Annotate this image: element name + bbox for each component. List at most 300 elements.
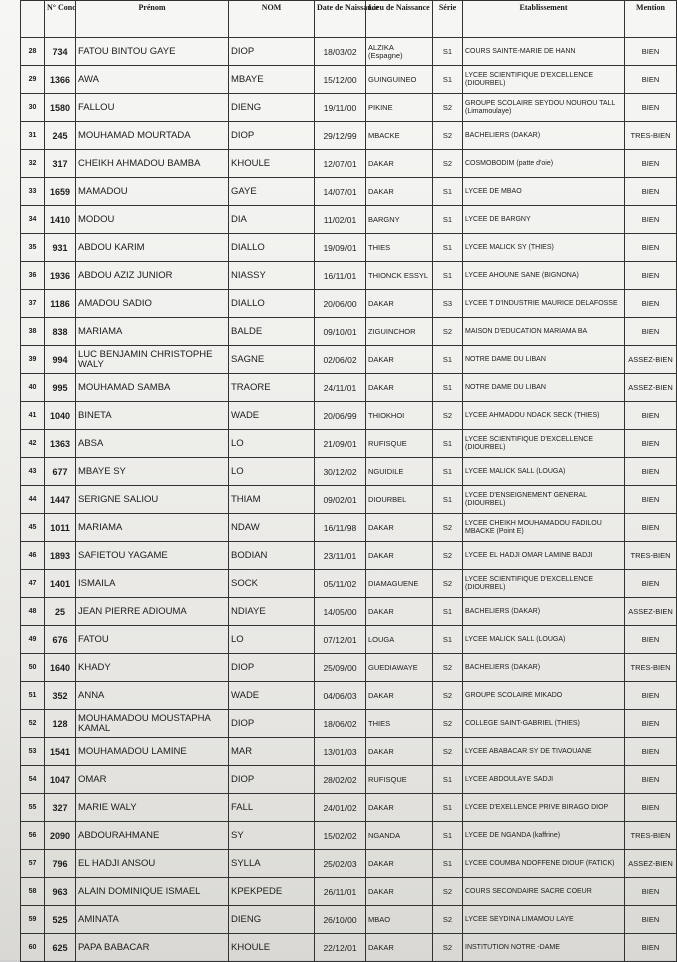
cell-mention: BIEN <box>625 682 677 710</box>
table-row <box>21 934 677 962</box>
cell-serie: S1 <box>433 598 463 626</box>
table-row <box>21 766 677 794</box>
cell-num: 44 <box>21 486 45 514</box>
cell-nom: DIALLO <box>229 290 315 318</box>
cell-conc: 963 <box>45 878 76 906</box>
cell-conc: 995 <box>45 374 76 402</box>
cell-nom: MBAYE <box>229 66 315 94</box>
header-conc: N° Conc <box>45 1 76 38</box>
cell-conc: 1447 <box>45 486 76 514</box>
cell-lieu: GUINGUINEO <box>366 66 433 94</box>
cell-serie: S1 <box>433 822 463 850</box>
cell-conc: 796 <box>45 850 76 878</box>
cell-etablissement: COURS SAINTE-MARIE DE HANN <box>463 38 625 66</box>
table-row <box>21 430 677 458</box>
cell-num: 42 <box>21 430 45 458</box>
cell-date: 28/02/02 <box>315 766 366 794</box>
header-etablissement: Etablissement <box>463 1 625 38</box>
cell-lieu: THIONCK ESSYL <box>366 262 433 290</box>
cell-lieu: RUFISQUE <box>366 430 433 458</box>
cell-num: 41 <box>21 402 45 430</box>
cell-prenom: ABDOU KARIM <box>76 234 229 262</box>
cell-num: 34 <box>21 206 45 234</box>
cell-prenom: MARIAMA <box>76 318 229 346</box>
cell-mention: TRES-BIEN <box>625 122 677 150</box>
cell-num: 31 <box>21 122 45 150</box>
cell-mention: BIEN <box>625 38 677 66</box>
cell-prenom: MOUHAMAD SAMBA <box>76 374 229 402</box>
cell-serie: S2 <box>433 122 463 150</box>
cell-serie: S2 <box>433 542 463 570</box>
cell-nom: LO <box>229 626 315 654</box>
cell-serie: S2 <box>433 514 463 542</box>
cell-nom: THIAM <box>229 486 315 514</box>
table-row <box>21 150 677 178</box>
cell-nom: DIOP <box>229 122 315 150</box>
cell-lieu: THIES <box>366 710 433 738</box>
table-row <box>21 402 677 430</box>
cell-prenom: MARIAMA <box>76 514 229 542</box>
cell-date: 16/11/01 <box>315 262 366 290</box>
table-row <box>21 626 677 654</box>
cell-etablissement: LYCEE DE BARGNY <box>463 206 625 234</box>
cell-mention: BIEN <box>625 290 677 318</box>
table-row <box>21 822 677 850</box>
cell-prenom: ISMAILA <box>76 570 229 598</box>
cell-etablissement: GROUPE SCOLAIRE SEYDOU NOUROU TALL (Limamoulaye) <box>463 94 625 122</box>
cell-prenom: FATOU BINTOU GAYE <box>76 38 229 66</box>
cell-etablissement: COSMOBODIM (patte d'oie) <box>463 150 625 178</box>
cell-lieu: THIOKHOI <box>366 402 433 430</box>
cell-num: 28 <box>21 38 45 66</box>
cell-serie: S3 <box>433 290 463 318</box>
cell-mention: BIEN <box>625 710 677 738</box>
cell-mention: BIEN <box>625 934 677 962</box>
cell-num: 37 <box>21 290 45 318</box>
cell-serie: S2 <box>433 318 463 346</box>
cell-conc: 317 <box>45 150 76 178</box>
cell-date: 18/06/02 <box>315 710 366 738</box>
cell-date: 24/11/01 <box>315 374 366 402</box>
cell-prenom: MARIE WALY <box>76 794 229 822</box>
cell-etablissement: LYCEE AHMADOU NDACK SECK (THIES) <box>463 402 625 430</box>
cell-conc: 245 <box>45 122 76 150</box>
cell-conc: 525 <box>45 906 76 934</box>
cell-prenom: FATOU <box>76 626 229 654</box>
cell-serie: S1 <box>433 458 463 486</box>
cell-prenom: MOUHAMADOU MOUSTAPHA KAMAL <box>76 710 229 738</box>
cell-num: 46 <box>21 542 45 570</box>
cell-prenom: ABDOU AZIZ JUNIOR <box>76 262 229 290</box>
cell-lieu: DAKAR <box>366 738 433 766</box>
cell-mention: BIEN <box>625 878 677 906</box>
cell-nom: DIENG <box>229 906 315 934</box>
cell-lieu: DAKAR <box>366 514 433 542</box>
cell-lieu: NGUIDILE <box>366 458 433 486</box>
cell-serie: S1 <box>433 430 463 458</box>
cell-num: 29 <box>21 66 45 94</box>
cell-prenom: EL HADJI ANSOU <box>76 850 229 878</box>
cell-num: 43 <box>21 458 45 486</box>
cell-serie: S1 <box>433 766 463 794</box>
table-row <box>21 262 677 290</box>
table-row <box>21 794 677 822</box>
cell-prenom: MOUHAMADOU LAMINE <box>76 738 229 766</box>
cell-num: 59 <box>21 906 45 934</box>
cell-mention: BIEN <box>625 906 677 934</box>
cell-serie: S1 <box>433 178 463 206</box>
cell-num: 32 <box>21 150 45 178</box>
cell-date: 02/06/02 <box>315 346 366 374</box>
cell-date: 09/02/01 <box>315 486 366 514</box>
cell-lieu: DAKAR <box>366 682 433 710</box>
cell-num: 52 <box>21 710 45 738</box>
cell-serie: S2 <box>433 654 463 682</box>
cell-lieu: DAKAR <box>366 178 433 206</box>
cell-lieu: DAKAR <box>366 598 433 626</box>
cell-lieu: BARGNY <box>366 206 433 234</box>
cell-mention: BIEN <box>625 766 677 794</box>
cell-nom: BALDE <box>229 318 315 346</box>
cell-prenom: ABSA <box>76 430 229 458</box>
cell-num: 57 <box>21 850 45 878</box>
cell-mention: BIEN <box>625 738 677 766</box>
table-row <box>21 374 677 402</box>
cell-mention: BIEN <box>625 206 677 234</box>
cell-prenom: AMADOU SADIO <box>76 290 229 318</box>
cell-serie: S2 <box>433 710 463 738</box>
cell-lieu: ZIGUINCHOR <box>366 318 433 346</box>
cell-etablissement: LYCEE AHOUNE SANE (BIGNONA) <box>463 262 625 290</box>
cell-lieu: THIES <box>366 234 433 262</box>
cell-nom: TRAORE <box>229 374 315 402</box>
table-row <box>21 682 677 710</box>
table-row <box>21 234 677 262</box>
cell-conc: 1186 <box>45 290 76 318</box>
table-row <box>21 654 677 682</box>
cell-nom: KHOULE <box>229 150 315 178</box>
header-mention: Mention <box>625 1 677 38</box>
table-row <box>21 318 677 346</box>
cell-lieu: DAKAR <box>366 934 433 962</box>
cell-serie: S2 <box>433 934 463 962</box>
cell-serie: S2 <box>433 150 463 178</box>
cell-prenom: MAMADOU <box>76 178 229 206</box>
cell-conc: 1659 <box>45 178 76 206</box>
cell-nom: WADE <box>229 402 315 430</box>
cell-mention: ASSEZ-BIEN <box>625 374 677 402</box>
cell-nom: DIOP <box>229 654 315 682</box>
cell-conc: 1410 <box>45 206 76 234</box>
cell-num: 33 <box>21 178 45 206</box>
cell-num: 40 <box>21 374 45 402</box>
cell-nom: WADE <box>229 682 315 710</box>
cell-prenom: ANNA <box>76 682 229 710</box>
cell-conc: 2090 <box>45 822 76 850</box>
cell-date: 25/09/00 <box>315 654 366 682</box>
cell-prenom: AWA <box>76 66 229 94</box>
cell-num: 60 <box>21 934 45 962</box>
cell-date: 19/09/01 <box>315 234 366 262</box>
cell-nom: BODIAN <box>229 542 315 570</box>
cell-serie: S1 <box>433 794 463 822</box>
cell-date: 22/12/01 <box>315 934 366 962</box>
cell-num: 45 <box>21 514 45 542</box>
cell-num: 50 <box>21 654 45 682</box>
cell-num: 38 <box>21 318 45 346</box>
cell-nom: SY <box>229 822 315 850</box>
table-row <box>21 38 677 66</box>
table-row <box>21 66 677 94</box>
header-date: Date de Naissance <box>315 1 366 38</box>
cell-num: 48 <box>21 598 45 626</box>
cell-lieu: DAKAR <box>366 850 433 878</box>
cell-prenom: MOUHAMAD MOURTADA <box>76 122 229 150</box>
cell-date: 26/10/00 <box>315 906 366 934</box>
cell-etablissement: LYCEE SCIENTIFIQUE D'EXCELLENCE (DIOURBEL) <box>463 570 625 598</box>
cell-nom: SOCK <box>229 570 315 598</box>
header-num <box>21 1 45 38</box>
cell-date: 15/12/00 <box>315 66 366 94</box>
cell-nom: SYLLA <box>229 850 315 878</box>
cell-lieu: DAKAR <box>366 794 433 822</box>
cell-date: 23/11/01 <box>315 542 366 570</box>
table-row <box>21 514 677 542</box>
cell-serie: S1 <box>433 262 463 290</box>
cell-nom: DIA <box>229 206 315 234</box>
cell-date: 18/03/02 <box>315 38 366 66</box>
cell-prenom: AMINATA <box>76 906 229 934</box>
header-row <box>21 1 677 38</box>
cell-lieu: MBAO <box>366 906 433 934</box>
cell-lieu: DIOURBEL <box>366 486 433 514</box>
cell-etablissement: BACHELIERS (DAKAR) <box>463 598 625 626</box>
cell-etablissement: LYCEE SCIENTIFIQUE D'EXCELLENCE (DIOURBEL) <box>463 430 625 458</box>
cell-etablissement: LYCEE D'EXELLENCE PRIVE BIRAGO DIOP <box>463 794 625 822</box>
cell-lieu: DAKAR <box>366 878 433 906</box>
header-prenom: Prénom <box>76 1 229 38</box>
cell-serie: S2 <box>433 682 463 710</box>
cell-nom: DIOP <box>229 38 315 66</box>
results-table <box>20 0 677 962</box>
cell-nom: DIOP <box>229 766 315 794</box>
cell-mention: BIEN <box>625 178 677 206</box>
table-row <box>21 738 677 766</box>
cell-serie: S1 <box>433 38 463 66</box>
cell-nom: NDAW <box>229 514 315 542</box>
header-serie: Série <box>433 1 463 38</box>
cell-nom: LO <box>229 458 315 486</box>
cell-nom: DIENG <box>229 94 315 122</box>
table-row <box>21 94 677 122</box>
cell-conc: 734 <box>45 38 76 66</box>
cell-conc: 676 <box>45 626 76 654</box>
cell-date: 15/02/02 <box>315 822 366 850</box>
cell-etablissement: LYCEE SCIENTIFIQUE D'EXCELLENCE (DIOURBEL) <box>463 66 625 94</box>
cell-conc: 327 <box>45 794 76 822</box>
table-row <box>21 290 677 318</box>
cell-etablissement: LYCEE COUMBA NDOFFENE DIOUF (FATICK) <box>463 850 625 878</box>
table-row <box>21 122 677 150</box>
table-row <box>21 710 677 738</box>
cell-prenom: BINETA <box>76 402 229 430</box>
cell-prenom: FALLOU <box>76 94 229 122</box>
cell-lieu: MBACKE <box>366 122 433 150</box>
cell-etablissement: COURS SECONDAIRE SACRE COEUR <box>463 878 625 906</box>
cell-etablissement: LYCEE T D'INDUSTRIE MAURICE DELAFOSSE <box>463 290 625 318</box>
cell-mention: TRES-BIEN <box>625 822 677 850</box>
cell-etablissement: LYCEE ABABACAR SY DE TIVAOUANE <box>463 738 625 766</box>
cell-num: 56 <box>21 822 45 850</box>
cell-prenom: SAFIETOU YAGAME <box>76 542 229 570</box>
table-row <box>21 570 677 598</box>
cell-date: 19/11/00 <box>315 94 366 122</box>
cell-num: 58 <box>21 878 45 906</box>
cell-etablissement: MAISON D'EDUCATION MARIAMA BA <box>463 318 625 346</box>
cell-mention: BIEN <box>625 150 677 178</box>
cell-conc: 352 <box>45 682 76 710</box>
cell-mention: BIEN <box>625 486 677 514</box>
cell-conc: 931 <box>45 234 76 262</box>
cell-lieu: LOUGA <box>366 626 433 654</box>
cell-nom: DIOP <box>229 710 315 738</box>
cell-prenom: JEAN PIERRE ADIOUMA <box>76 598 229 626</box>
cell-mention: BIEN <box>625 626 677 654</box>
cell-etablissement: BACHELIERS (DAKAR) <box>463 122 625 150</box>
cell-date: 05/11/02 <box>315 570 366 598</box>
cell-serie: S2 <box>433 570 463 598</box>
cell-num: 36 <box>21 262 45 290</box>
cell-nom: FALL <box>229 794 315 822</box>
cell-mention: BIEN <box>625 570 677 598</box>
table-row <box>21 850 677 878</box>
cell-num: 35 <box>21 234 45 262</box>
header-nom: NOM <box>229 1 315 38</box>
header-lieu: Lieu de Naissance <box>366 1 433 38</box>
cell-date: 12/07/01 <box>315 150 366 178</box>
cell-date: 11/02/01 <box>315 206 366 234</box>
cell-num: 47 <box>21 570 45 598</box>
cell-etablissement: LYCEE ABDOULAYE SADJI <box>463 766 625 794</box>
cell-prenom: CHEIKH AHMADOU BAMBA <box>76 150 229 178</box>
cell-etablissement: LYCEE MALICK SALL (LOUGA) <box>463 458 625 486</box>
cell-lieu: DAKAR <box>366 374 433 402</box>
cell-serie: S1 <box>433 206 463 234</box>
cell-conc: 1640 <box>45 654 76 682</box>
cell-serie: S2 <box>433 906 463 934</box>
cell-lieu: PIKINE <box>366 94 433 122</box>
cell-conc: 838 <box>45 318 76 346</box>
cell-prenom: OMAR <box>76 766 229 794</box>
cell-date: 09/10/01 <box>315 318 366 346</box>
cell-serie: S1 <box>433 346 463 374</box>
cell-conc: 1047 <box>45 766 76 794</box>
cell-mention: ASSEZ-BIEN <box>625 346 677 374</box>
cell-serie: S1 <box>433 850 463 878</box>
cell-mention: ASSEZ-BIEN <box>625 598 677 626</box>
cell-conc: 994 <box>45 346 76 374</box>
cell-mention: BIEN <box>625 430 677 458</box>
cell-etablissement: NOTRE DAME DU LIBAN <box>463 374 625 402</box>
cell-mention: ASSEZ-BIEN <box>625 850 677 878</box>
cell-lieu: ALZIKA (Espagne) <box>366 38 433 66</box>
cell-conc: 1541 <box>45 738 76 766</box>
cell-mention: BIEN <box>625 66 677 94</box>
cell-etablissement: LYCEE SEYDINA LIMAMOU LAYE <box>463 906 625 934</box>
cell-etablissement: GROUPE SCOLAIRE MIKADO <box>463 682 625 710</box>
cell-serie: S1 <box>433 486 463 514</box>
cell-date: 30/12/02 <box>315 458 366 486</box>
cell-date: 20/06/00 <box>315 290 366 318</box>
cell-etablissement: COLLEGE SAINT-GABRIEL (THIES) <box>463 710 625 738</box>
cell-conc: 1401 <box>45 570 76 598</box>
cell-date: 25/02/03 <box>315 850 366 878</box>
cell-serie: S2 <box>433 402 463 430</box>
cell-prenom: MBAYE SY <box>76 458 229 486</box>
cell-date: 14/07/01 <box>315 178 366 206</box>
cell-num: 54 <box>21 766 45 794</box>
cell-conc: 625 <box>45 934 76 962</box>
table-row <box>21 346 677 374</box>
cell-etablissement: LYCEE MALICK SY (THIES) <box>463 234 625 262</box>
cell-nom: LO <box>229 430 315 458</box>
cell-conc: 1040 <box>45 402 76 430</box>
cell-lieu: DAKAR <box>366 542 433 570</box>
table-row <box>21 458 677 486</box>
cell-date: 20/06/99 <box>315 402 366 430</box>
cell-serie: S2 <box>433 878 463 906</box>
cell-serie: S1 <box>433 234 463 262</box>
cell-lieu: DAKAR <box>366 346 433 374</box>
cell-mention: BIEN <box>625 318 677 346</box>
cell-conc: 25 <box>45 598 76 626</box>
cell-lieu: DIAMAGUENE <box>366 570 433 598</box>
cell-lieu: RUFISQUE <box>366 766 433 794</box>
cell-prenom: KHADY <box>76 654 229 682</box>
cell-etablissement: BACHELIERS (DAKAR) <box>463 654 625 682</box>
table-row <box>21 878 677 906</box>
cell-lieu: GUEDIAWAYE <box>366 654 433 682</box>
cell-etablissement: NOTRE DAME DU LIBAN <box>463 346 625 374</box>
table-row <box>21 542 677 570</box>
cell-nom: SAGNE <box>229 346 315 374</box>
cell-date: 24/01/02 <box>315 794 366 822</box>
cell-nom: GAYE <box>229 178 315 206</box>
cell-serie: S1 <box>433 374 463 402</box>
cell-nom: MAR <box>229 738 315 766</box>
cell-prenom: LUC BENJAMIN CHRISTOPHE WALY <box>76 346 229 374</box>
cell-mention: BIEN <box>625 794 677 822</box>
table-row <box>21 486 677 514</box>
cell-conc: 677 <box>45 458 76 486</box>
cell-nom: DIALLO <box>229 234 315 262</box>
cell-num: 55 <box>21 794 45 822</box>
cell-conc: 1580 <box>45 94 76 122</box>
cell-date: 21/09/01 <box>315 430 366 458</box>
cell-etablissement: LYCEE MALICK SALL (LOUGA) <box>463 626 625 654</box>
cell-date: 14/05/00 <box>315 598 366 626</box>
cell-nom: NIASSY <box>229 262 315 290</box>
cell-mention: BIEN <box>625 262 677 290</box>
cell-num: 53 <box>21 738 45 766</box>
cell-etablissement: LYCEE CHEIKH MOUHAMADOU FADILOU MBACKE (Point E) <box>463 514 625 542</box>
cell-mention: TRES-BIEN <box>625 654 677 682</box>
cell-prenom: ABDOURAHMANE <box>76 822 229 850</box>
cell-mention: BIEN <box>625 94 677 122</box>
cell-date: 13/01/03 <box>315 738 366 766</box>
table-row <box>21 178 677 206</box>
cell-num: 30 <box>21 94 45 122</box>
